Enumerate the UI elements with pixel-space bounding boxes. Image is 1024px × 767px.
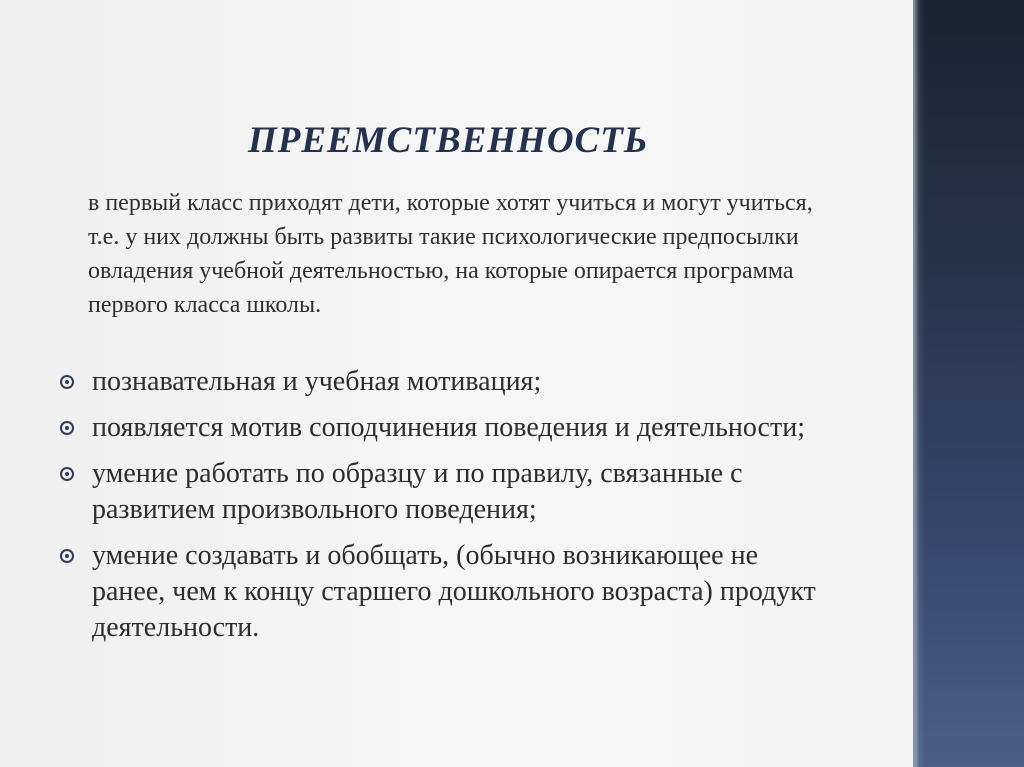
bullet-item [56, 538, 816, 646]
bullet-item [56, 364, 816, 400]
circle-dot-bullet-icon [60, 549, 74, 563]
bullet-item [56, 410, 816, 446]
bullet-list [56, 364, 816, 656]
bullet-text: познавательная и учебная мотивация; [92, 366, 542, 397]
bullet-item [56, 456, 816, 528]
bullet-text: появляется мотив соподчинения поведения и деятельности; [92, 412, 805, 443]
bullet-text: умение создавать и обобщать, (обычно возникающее не ранее, чем к концу старшего дошкольного возраста) продукт деятельности. [92, 540, 816, 643]
slide-title: ПРЕЕМСТВЕННОСТЬ [248, 120, 649, 161]
intro-paragraph: в первый класс приходят дети, которые хотят учиться и могут учиться, т.е. у них должны быть развиты такие психологические предпосылки овладения учебной деятельностью, на которые опирается программа первого класса школы. [88, 190, 813, 318]
bullet-text: умение работать по образцу и по правилу, связанные с развитием произвольного поведения; [92, 458, 743, 525]
circle-dot-bullet-icon [60, 375, 74, 389]
circle-dot-bullet-icon [60, 467, 74, 481]
circle-dot-bullet-icon [60, 421, 74, 435]
decorative-side-band [913, 0, 1024, 767]
side-band-edge [913, 0, 915, 767]
